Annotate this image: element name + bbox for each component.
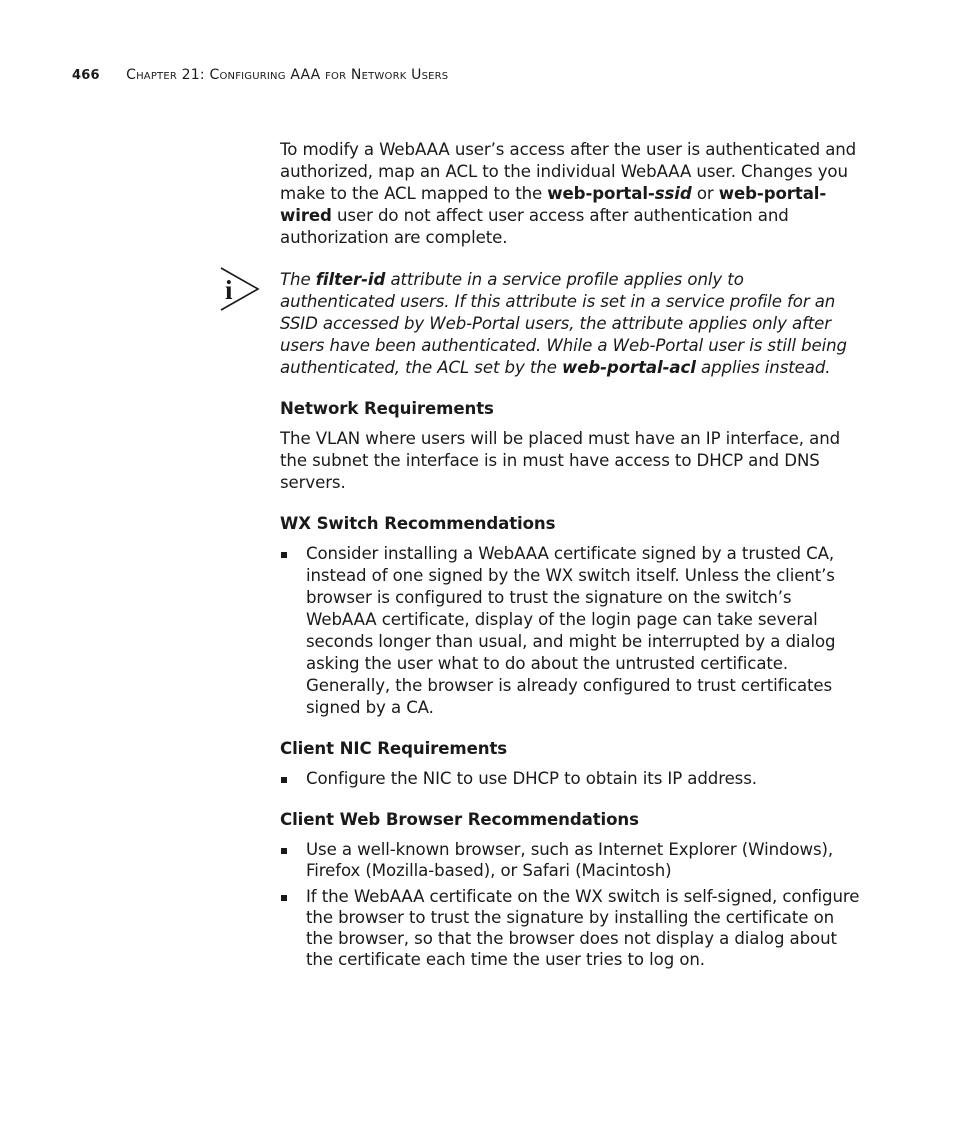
intro-text-2: or bbox=[691, 184, 719, 203]
running-head bbox=[72, 67, 448, 83]
browser-heading: Client Web Browser Recommendations bbox=[280, 810, 639, 829]
note-text-3: applies instead. bbox=[695, 358, 831, 377]
list-item: Use a well-known browser, such as Internet Explorer (Windows), Firefox (Mozilla-based), or Safari (Macintosh) bbox=[280, 839, 862, 881]
note-text-1: The bbox=[280, 270, 316, 289]
wx-section bbox=[280, 513, 862, 719]
intro-bold-italic-ssid: ssid bbox=[654, 184, 692, 203]
page-number: 466 bbox=[72, 68, 100, 83]
note-bold-web-portal-acl: web-portal-acl bbox=[561, 358, 696, 377]
note-bold-filter-id: filter-id bbox=[315, 270, 386, 289]
list-item: If the WebAAA certificate on the WX switch is self-signed, configure the browser to trust the signature by installing the certificate on the browser, so that the browser does not display a dialog about the certificate each time the user tries to log on. bbox=[280, 886, 862, 970]
wx-heading: WX Switch Recommendations bbox=[280, 514, 556, 533]
info-icon bbox=[220, 266, 260, 312]
intro-bold-web-portal-wired: web-portal-wired bbox=[280, 184, 827, 225]
browser-section bbox=[280, 809, 862, 970]
network-section bbox=[280, 398, 862, 494]
nic-list bbox=[280, 768, 862, 790]
network-text: The VLAN where users will be placed must have an IP interface, and the subnet the interface is in must have access to DHCP and DNS servers. bbox=[280, 429, 841, 492]
intro-bold-web-portal: web-portal- bbox=[547, 184, 655, 203]
browser-list bbox=[280, 839, 862, 970]
nic-section bbox=[280, 738, 862, 790]
chapter-title: Chapter 21: Configuring AAA for Network Users bbox=[126, 67, 449, 83]
main-content bbox=[225, 139, 862, 989]
note-text-2: attribute in a service profile applies only to authenticated users. If this attribute is set in a service profile for an SSID accessed by Web-Portal users, the attribute applies only after users have been authenticated. While a Web-Portal user is still being authenticated, the ACL set by the bbox=[280, 270, 847, 377]
intro-text-3: user do not affect user access after authentication and authorization are complete. bbox=[280, 206, 789, 247]
wx-list bbox=[280, 543, 862, 719]
list-item: Configure the NIC to use DHCP to obtain its IP address. bbox=[280, 768, 862, 790]
list-item: Consider installing a WebAAA certificate signed by a trusted CA, instead of one signed by the WX switch itself. Unless the client’s browser is configured to trust the signature on the switch’s WebAAA certificate, display of the login page can take several seconds longer than usual, and might be interrupted by a dialog asking the user what to do about the untrusted certificate. Generally, the browser is already configured to trust certificates signed by a CA. bbox=[280, 543, 862, 719]
intro-text-1: To modify a WebAAA user’s access after the user is authenticated and authorized, map an ACL to the individual WebAAA user. Changes you make to the ACL mapped to the bbox=[280, 140, 857, 203]
intro-paragraph bbox=[280, 139, 862, 249]
note-text bbox=[280, 269, 862, 379]
svg-text:i: i bbox=[225, 275, 233, 305]
info-note bbox=[225, 269, 862, 379]
network-heading: Network Requirements bbox=[280, 399, 494, 418]
nic-heading: Client NIC Requirements bbox=[280, 739, 508, 758]
